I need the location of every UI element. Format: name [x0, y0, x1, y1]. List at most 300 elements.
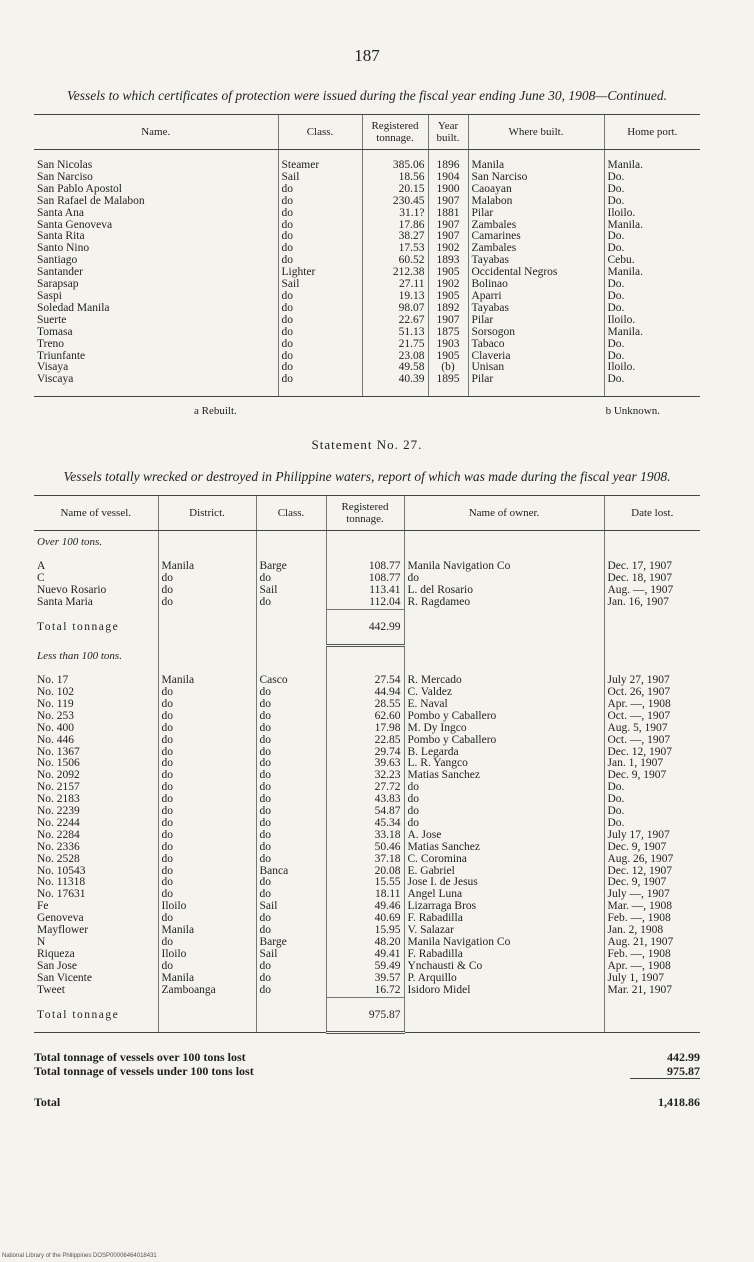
cell-date-lost: Feb. —, 1908 — [604, 913, 700, 925]
cell-class: do — [256, 985, 326, 997]
tonnage-summary — [34, 1050, 700, 1109]
table-row — [34, 597, 700, 609]
cell-home-port: Do. — [604, 374, 700, 396]
cell-district: do — [158, 818, 256, 830]
cell-name: Tomasa — [37, 326, 73, 338]
cell-owner: R. Mercado — [404, 675, 604, 687]
cell-district: do — [158, 687, 256, 699]
cell-vessel-name: No. 2244 — [37, 817, 80, 829]
cell-district: do — [158, 699, 256, 711]
cell-year-built: 1905 — [428, 351, 468, 363]
cell-owner: do — [404, 573, 604, 585]
certificates-table — [34, 114, 700, 397]
cell-name: Santiago — [37, 255, 78, 267]
cell-vessel-name: No. 102 — [37, 686, 75, 698]
empty-cell — [326, 645, 404, 675]
cell-class: do — [256, 782, 326, 794]
cell-tonnage: 54.87 — [326, 806, 404, 818]
table-row — [34, 315, 700, 327]
cell-tonnage: 23.08 — [362, 351, 428, 363]
cell-tonnage: 60.52 — [362, 255, 428, 267]
cell-year-built: 1892 — [428, 303, 468, 315]
cell-class: do — [278, 327, 362, 339]
table-row — [34, 735, 700, 747]
table-row — [34, 196, 700, 208]
cell-name: Santa Genoveva — [37, 219, 113, 231]
cell-year-built: 1904 — [428, 172, 468, 184]
table-row — [34, 573, 700, 585]
table2-header-row — [34, 496, 700, 531]
cell-tonnage: 32.23 — [326, 770, 404, 782]
cell-class: Sail — [256, 949, 326, 961]
empty-cell — [404, 531, 604, 561]
summary-total-value: 1,418.86 — [658, 1095, 700, 1110]
cell-date-lost: Dec. 17, 1907 — [604, 561, 700, 573]
footnotes — [34, 397, 700, 417]
cell-owner: M. Dy Ingco — [404, 723, 604, 735]
cell-district: do — [158, 830, 256, 842]
cell-tonnage: 49.58 — [362, 362, 428, 374]
cell-tonnage: 18.11 — [326, 889, 404, 901]
cell-year-built: (b) — [428, 362, 468, 374]
table-row — [34, 362, 700, 374]
cell-where-built: Tayabas — [468, 303, 604, 315]
cell-owner: Matias Sanchez — [404, 842, 604, 854]
cell-tonnage: 49.46 — [326, 901, 404, 913]
header-class: Class. — [256, 496, 326, 531]
cell-class: Barge — [256, 937, 326, 949]
table-row — [34, 303, 700, 315]
cell-year-built: 1905 — [428, 291, 468, 303]
table-row — [34, 172, 700, 184]
cell-class: do — [278, 374, 362, 396]
table-row — [34, 327, 700, 339]
cell-class: do — [278, 291, 362, 303]
cell-class: do — [256, 747, 326, 759]
footnote-a: a Rebuilt. — [194, 405, 237, 418]
cell-where-built: Zambales — [468, 220, 604, 232]
cell-year-built: 1896 — [428, 150, 468, 172]
cell-class: Banca — [256, 866, 326, 878]
cell-vessel-name: Mayflower — [37, 925, 89, 937]
cell-where-built: Pilar — [468, 315, 604, 327]
cell-tonnage: 27.11 — [362, 279, 428, 291]
table-row — [34, 818, 700, 830]
header-tonnage: Registered tonnage. — [362, 115, 428, 150]
cell-name: Suerte — [37, 314, 67, 326]
cell-date-lost: Dec. 9, 1907 — [604, 877, 700, 889]
cell-date-lost: Dec. 9, 1907 — [604, 770, 700, 782]
cell-date-lost: Jan. 2, 1908 — [604, 925, 700, 937]
cell-tonnage: 31.1? — [362, 208, 428, 220]
cell-class: do — [256, 818, 326, 830]
table-row — [34, 561, 700, 573]
cell-date-lost: Oct. —, 1907 — [604, 735, 700, 747]
table-row — [34, 267, 700, 279]
cell-class: do — [256, 877, 326, 889]
cell-where-built: Pilar — [468, 374, 604, 396]
cell-vessel-name: No. 400 — [37, 722, 75, 734]
cell-district: do — [158, 758, 256, 770]
table-row — [34, 208, 700, 220]
table-row — [34, 711, 700, 723]
document-page — [34, 46, 700, 1109]
cell-district: Iloilo — [158, 901, 256, 913]
cell-tonnage: 17.53 — [362, 243, 428, 255]
cell-vessel-name: San Vicente — [37, 972, 92, 984]
cell-year-built: 1900 — [428, 184, 468, 196]
cell-where-built: Manila — [468, 150, 604, 172]
cell-date-lost: July —, 1907 — [604, 889, 700, 901]
cell-home-port: Do. — [604, 172, 700, 184]
cell-district: do — [158, 782, 256, 794]
empty-cell — [256, 645, 326, 675]
footnote-b: b Unknown. — [605, 405, 660, 418]
cell-district: do — [158, 585, 256, 597]
cell-year-built: 1907 — [428, 231, 468, 243]
cell-year-built: 1875 — [428, 327, 468, 339]
cell-tonnage: 48.20 — [326, 937, 404, 949]
cell-tonnage: 21.75 — [362, 339, 428, 351]
cell-tonnage: 15.95 — [326, 925, 404, 937]
empty-cell — [256, 997, 326, 1033]
empty-cell — [404, 645, 604, 675]
cell-owner: E. Gabriel — [404, 866, 604, 878]
under-total-row-label: Total tonnage — [34, 997, 158, 1033]
cell-vessel-name: No. 446 — [37, 734, 75, 746]
cell-district: do — [158, 770, 256, 782]
cell-home-port: Iloilo. — [604, 362, 700, 374]
cell-home-port: Do. — [604, 351, 700, 363]
cell-tonnage: 39.63 — [326, 758, 404, 770]
header-name: Name. — [34, 115, 278, 150]
cell-tonnage: 37.18 — [326, 854, 404, 866]
table-row — [34, 243, 700, 255]
cell-district: do — [158, 866, 256, 878]
table1-caption: Vessels to which certificates of protection were issued during the fiscal year ending June 30, 1908—Continued. — [66, 88, 668, 103]
cell-year-built: 1905 — [428, 267, 468, 279]
cell-tonnage: 17.98 — [326, 723, 404, 735]
cell-vessel-name: No. 11318 — [37, 877, 86, 889]
cell-date-lost: Oct. 26, 1907 — [604, 687, 700, 699]
cell-vessel-name: No. 1506 — [37, 758, 80, 770]
cell-tonnage: 230.45 — [362, 196, 428, 208]
cell-vessel-name: Riqueza — [37, 948, 75, 960]
table-row — [34, 901, 700, 913]
cell-year-built: 1907 — [428, 315, 468, 327]
cell-vessel-name: A — [37, 561, 46, 573]
cell-district: Manila — [158, 675, 256, 687]
cell-class: do — [278, 220, 362, 232]
cell-date-lost: Do. — [604, 782, 700, 794]
cell-class: Sail — [256, 901, 326, 913]
table-row — [34, 961, 700, 973]
cell-date-lost: Dec. 9, 1907 — [604, 842, 700, 854]
cell-owner: V. Salazar — [404, 925, 604, 937]
cell-date-lost: Do. — [604, 794, 700, 806]
cell-class: Steamer — [278, 150, 362, 172]
table-row — [34, 842, 700, 854]
cell-tonnage: 29.74 — [326, 747, 404, 759]
table-row — [34, 770, 700, 782]
cell-home-port: Manila. — [604, 327, 700, 339]
cell-date-lost: July 27, 1907 — [604, 675, 700, 687]
cell-class: do — [278, 351, 362, 363]
cell-tonnage: 51.13 — [362, 327, 428, 339]
cell-class: Sail — [256, 585, 326, 597]
cell-tonnage: 43.83 — [326, 794, 404, 806]
table-row — [34, 937, 700, 949]
empty-cell — [158, 997, 256, 1033]
cell-date-lost: Do. — [604, 818, 700, 830]
cell-vessel-name: No. 253 — [37, 710, 75, 722]
table-row — [34, 184, 700, 196]
section-under-100 — [34, 645, 700, 675]
cell-where-built: Caoayan — [468, 184, 604, 196]
cell-tonnage: 39.57 — [326, 973, 404, 985]
cell-district: do — [158, 961, 256, 973]
cell-name: Saspi — [37, 290, 62, 302]
cell-home-port: Iloilo. — [604, 315, 700, 327]
cell-owner: Manila Navigation Co — [404, 937, 604, 949]
cell-home-port: Do. — [604, 243, 700, 255]
cell-year-built: 1902 — [428, 279, 468, 291]
cell-name: Soledad Manila — [37, 302, 110, 314]
header-where-built: Where built. — [468, 115, 604, 150]
cell-class: do — [278, 339, 362, 351]
cell-tonnage: 27.54 — [326, 675, 404, 687]
table-row — [34, 291, 700, 303]
cell-tonnage: 20.08 — [326, 866, 404, 878]
cell-district: Manila — [158, 561, 256, 573]
cell-date-lost: Jan. 16, 1907 — [604, 597, 700, 609]
cell-owner: Angel Luna — [404, 889, 604, 901]
cell-year-built: 1907 — [428, 196, 468, 208]
cell-tonnage: 22.85 — [326, 735, 404, 747]
under-total-row — [34, 997, 700, 1033]
cell-where-built: Unisan — [468, 362, 604, 374]
cell-district: do — [158, 854, 256, 866]
cell-name: Treno — [37, 338, 65, 350]
cell-class: do — [256, 925, 326, 937]
cell-district: do — [158, 723, 256, 735]
table-row — [34, 723, 700, 735]
cell-owner: do — [404, 818, 604, 830]
cell-tonnage: 108.77 — [326, 561, 404, 573]
cell-tonnage: 40.69 — [326, 913, 404, 925]
cell-home-port: Do. — [604, 184, 700, 196]
table-row — [34, 339, 700, 351]
table-row — [34, 794, 700, 806]
cell-date-lost: July 17, 1907 — [604, 830, 700, 842]
cell-class: do — [256, 597, 326, 609]
table-row — [34, 351, 700, 363]
cell-vessel-name: No. 2092 — [37, 770, 80, 782]
table-row — [34, 913, 700, 925]
cell-date-lost: Aug. 5, 1907 — [604, 723, 700, 735]
cell-where-built: Tabaco — [468, 339, 604, 351]
cell-tonnage: 16.72 — [326, 985, 404, 997]
cell-date-lost: Oct. —, 1907 — [604, 711, 700, 723]
cell-tonnage: 20.15 — [362, 184, 428, 196]
cell-vessel-name: No. 2183 — [37, 794, 80, 806]
cell-date-lost: Do. — [604, 806, 700, 818]
cell-date-lost: Dec. 18, 1907 — [604, 573, 700, 585]
section-over-100 — [34, 531, 700, 561]
table-row — [34, 806, 700, 818]
cell-district: do — [158, 806, 256, 818]
cell-name: Viscaya — [34, 374, 278, 396]
cell-vessel-name: No. 10543 — [37, 865, 86, 877]
cell-class: do — [256, 758, 326, 770]
cell-owner: C. Coromina — [404, 854, 604, 866]
cell-district: do — [158, 711, 256, 723]
cell-home-port: Cebu. — [604, 255, 700, 267]
empty-cell — [256, 609, 326, 645]
cell-tonnage: 33.18 — [326, 830, 404, 842]
empty-cell — [158, 531, 256, 561]
cell-year-built: 1903 — [428, 339, 468, 351]
cell-name: Triunfante — [37, 350, 86, 362]
cell-vessel-name: C — [37, 573, 45, 585]
cell-district: Manila — [158, 925, 256, 937]
cell-district: Manila — [158, 973, 256, 985]
cell-name: San Narciso — [37, 171, 93, 183]
cell-tonnage: 108.77 — [326, 573, 404, 585]
cell-where-built: San Narciso — [468, 172, 604, 184]
cell-class: do — [256, 735, 326, 747]
cell-owner: Jose I. de Jesus — [404, 877, 604, 889]
cell-owner: Manila Navigation Co — [404, 561, 604, 573]
cell-class: Sail — [278, 172, 362, 184]
table-row — [34, 220, 700, 232]
cell-owner: A. Jose — [404, 830, 604, 842]
cell-class: do — [278, 196, 362, 208]
wrecked-vessels-table — [34, 495, 700, 1034]
cell-owner: Pombo y Caballero — [404, 711, 604, 723]
cell-district: Zamboanga — [158, 985, 256, 997]
over-total-row-label: Total tonnage — [37, 621, 120, 634]
empty-cell — [404, 997, 604, 1033]
cell-district: do — [158, 597, 256, 609]
table-row — [34, 877, 700, 889]
summary-total-label: Total — [34, 1095, 61, 1110]
cell-name: Santa Ana — [37, 207, 84, 219]
cell-vessel-name: Santa Maria — [37, 596, 93, 609]
cell-where-built: Camarines — [468, 231, 604, 243]
cell-tonnage: 18.56 — [362, 172, 428, 184]
cell-class: do — [278, 362, 362, 374]
cell-tonnage: 28.55 — [326, 699, 404, 711]
cell-date-lost: Jan. 1, 1907 — [604, 758, 700, 770]
cell-class: do — [256, 770, 326, 782]
cell-tonnage: 59.49 — [326, 961, 404, 973]
cell-class: do — [256, 889, 326, 901]
cell-tonnage: 49.41 — [326, 949, 404, 961]
empty-cell — [326, 531, 404, 561]
cell-vessel-name: No. 2336 — [37, 841, 80, 853]
cell-class: do — [278, 303, 362, 315]
under-total-row-value: 975.87 — [326, 997, 404, 1033]
cell-owner: L. del Rosario — [404, 585, 604, 597]
cell-vessel-name: No. 2284 — [37, 829, 80, 841]
header-tonnage: Registered tonnage. — [326, 496, 404, 531]
summary-under-value: 975.87 — [630, 1064, 700, 1079]
cell-owner: do — [404, 794, 604, 806]
cell-home-port: Do. — [604, 231, 700, 243]
page-number: 187 — [354, 46, 380, 65]
cell-tonnage: 17.86 — [362, 220, 428, 232]
table-row — [34, 866, 700, 878]
table-row — [34, 279, 700, 291]
cell-vessel-name: Fe — [37, 901, 49, 913]
cell-owner: Pombo y Caballero — [404, 735, 604, 747]
cell-district: do — [158, 794, 256, 806]
cell-district: Iloilo — [158, 949, 256, 961]
cell-class: do — [256, 699, 326, 711]
empty-cell — [604, 645, 700, 675]
cell-date-lost: Aug. 21, 1907 — [604, 937, 700, 949]
cell-district: do — [158, 937, 256, 949]
cell-name: San Nicolas — [37, 159, 93, 171]
cell-class: do — [278, 243, 362, 255]
cell-name: Santo Nino — [37, 243, 90, 255]
cell-date-lost: Dec. 12, 1907 — [604, 866, 700, 878]
cell-date-lost: Aug. 26, 1907 — [604, 854, 700, 866]
cell-tonnage: 40.39 — [362, 374, 428, 396]
cell-date-lost: Feb. —, 1908 — [604, 949, 700, 961]
cell-class: Barge — [256, 561, 326, 573]
summary-over-line — [34, 1050, 700, 1064]
cell-tonnage: 38.27 — [362, 231, 428, 243]
table-row — [34, 687, 700, 699]
cell-tonnage: 45.34 — [326, 818, 404, 830]
cell-vessel-name: No. 17 — [37, 675, 69, 687]
header-owner: Name of owner. — [404, 496, 604, 531]
cell-tonnage: 44.94 — [326, 687, 404, 699]
empty-cell — [256, 531, 326, 561]
cell-where-built: Claveria — [468, 351, 604, 363]
cell-vessel-name: No. 2528 — [37, 853, 80, 865]
cell-year-built: 1902 — [428, 243, 468, 255]
table-row — [34, 973, 700, 985]
header-district: District. — [158, 496, 256, 531]
cell-year-built: 1895 — [428, 374, 468, 396]
cell-date-lost: Apr. —, 1908 — [604, 699, 700, 711]
cell-where-built: Bolinao — [468, 279, 604, 291]
cell-class: do — [256, 973, 326, 985]
cell-owner: Lizarraga Bros — [404, 901, 604, 913]
cell-where-built: Aparri — [468, 291, 604, 303]
cell-class: do — [278, 255, 362, 267]
cell-date-lost: Mar. —, 1908 — [604, 901, 700, 913]
cell-owner: Isidoro Midel — [404, 985, 604, 997]
cell-class: do — [256, 961, 326, 973]
table-row — [34, 925, 700, 937]
source-note: National Library of the Philippines DOSP00006464018431 — [2, 1253, 157, 1259]
cell-class: Lighter — [278, 267, 362, 279]
cell-class: do — [278, 231, 362, 243]
cell-home-port: Do. — [604, 291, 700, 303]
cell-owner: E. Naval — [404, 699, 604, 711]
cell-vessel-name: No. 17631 — [37, 889, 86, 901]
cell-class: Casco — [256, 675, 326, 687]
table-row — [34, 830, 700, 842]
section-over-100-label: Over 100 tons. — [37, 536, 103, 549]
cell-home-port: Do. — [604, 279, 700, 291]
cell-class: Sail — [278, 279, 362, 291]
cell-tonnage: 112.04 — [326, 597, 404, 609]
